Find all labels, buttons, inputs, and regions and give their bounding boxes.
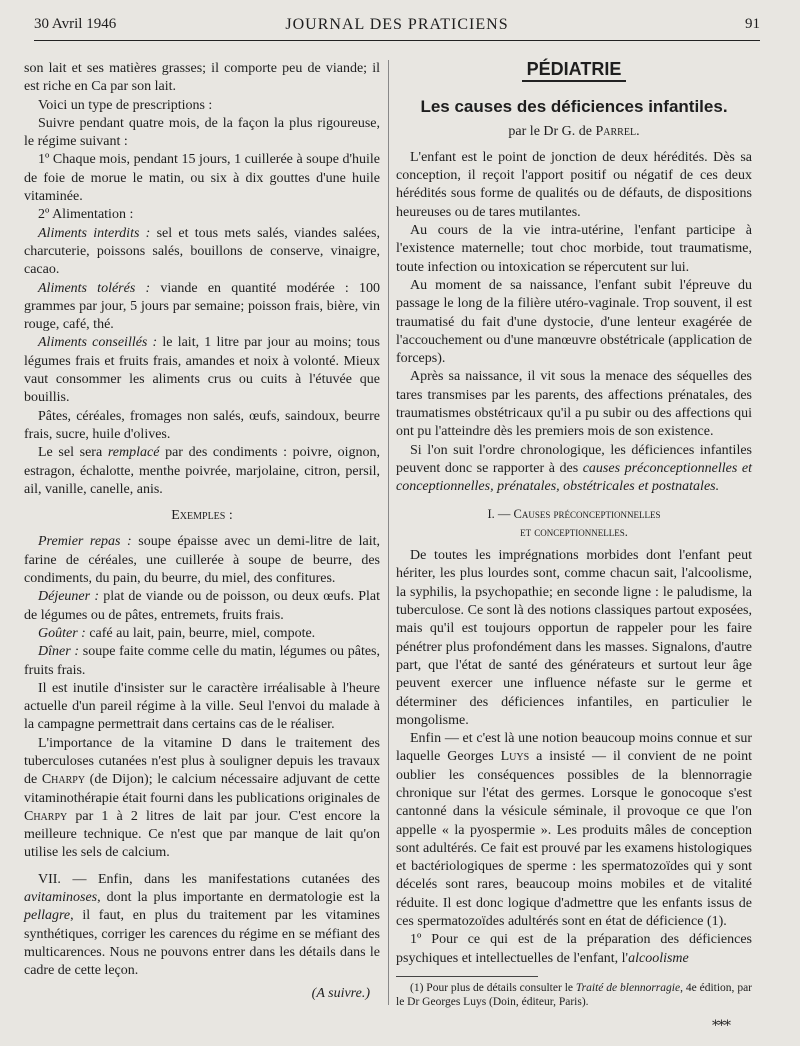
paragraph: 2º Alimentation : <box>38 207 134 223</box>
byline <box>396 123 752 141</box>
paragraph-repas <box>24 533 380 588</box>
label-toleres: Aliments tolérés : <box>38 280 151 296</box>
label-repas: Premier repas : <box>38 534 132 550</box>
paragraph: De toutes les imprégnations morbides dont l'enfant peut hériter, les plus lourdes sont, comme chacun sait, l'alcoolisme, la syphilis, la psychopathie; en seconde ligne : le paludisme, la tuberculose. Ce sont là des notions classiques partout exposées, mais qu'il est toujours opportun de rappeler pour les faire pénétrer plus profondément dans les masses. Signalons, d'autre part, que l'état de santé des générateurs et surtout leur âge peuvent exercer une influence néfaste sur le germe et déterminer des déficiences infantiles, en particulier le mongolisme. <box>396 548 752 728</box>
paragraph: 1º Chaque mois, pendant 15 jours, 1 cuillerée à soupe d'huile de foie de morue le matin, ou six à dix gouttes d'une huile vitaminée. <box>24 152 380 205</box>
paragraph: Après sa naissance, il vit sous la menace des séquelles des tares transmises par les parents, des affections prénatales, des traumatismes obstétricaux qu'il a pu subir ou des affections qui ont pu l'atteindre dès les premiers mois de son existence. <box>396 369 752 440</box>
vitd-text-c: par 1 à 2 litres de lait par jour. C'est encore la meilleure technique. Ce n'est que par manque de lait qu'on utilise les sels de calcium. <box>24 808 380 861</box>
label-gouter: Goûter : <box>38 625 86 641</box>
label-interdits: Aliments interdits : <box>38 225 151 241</box>
vii-text-c: , il faut, en plus du traitement par les vitamines synthétiques, corriger les carences du régime en se méfiant des multicarences. Nous ne pouvons entrer dans les détails dans le cadre de cette leçon. <box>24 908 380 979</box>
label-conseilles: Aliments conseillés : <box>38 335 158 351</box>
author-charpy: Charpy <box>41 772 86 788</box>
paragraph-causes <box>396 442 752 497</box>
paragraph-alcoolisme <box>396 931 752 968</box>
causes-emphasis: causes préconceptionnelles et conceptionnelles, prénatales, obstétricales et postnatales. <box>396 460 752 495</box>
paragraph-section-vii <box>24 871 380 981</box>
sel-text-b: par des condiments : poivre, oignon, estragon, échalotte, menthe poivrée, marjolaine, citron, persil, ail, vanille, canelle, anis. <box>24 445 380 497</box>
paragraph: Il est inutile d'insister sur le caractère irréalisable à l'heure actuelle d'un pareil régime à la ville. Seul l'envoi du malade à la campagne permettrait dans certains cas de le réaliser. <box>24 680 380 733</box>
paragraph-luys <box>396 730 752 931</box>
paragraph-interdits <box>24 225 380 280</box>
vitd-text-a: L'importance de la vitamine D dans le traitement des tuberculoses cutanées n'est plus à souligner depuis les travaux de <box>24 735 380 788</box>
paragraph-conseilles <box>24 334 380 407</box>
vitd-text-b: (de Dijon); le calcium nécessaire adjuvant de cette vitaminothérapie était fourni dans les publications originales de <box>24 772 381 806</box>
end-ornament: *** <box>712 1018 730 1034</box>
author-luys: Luys <box>500 749 530 765</box>
sel-text-a: Le sel sera <box>38 445 108 461</box>
sel-emphasis: remplacé <box>107 445 160 461</box>
header-date: 30 Avril 1946 <box>34 16 117 32</box>
subsection-heading-1: I. — Causes préconceptionnelles <box>487 506 661 521</box>
alcool-emphasis: alcoolisme <box>628 950 689 966</box>
byline-prefix: par le Dr G. de <box>508 123 596 139</box>
vii-text-b: , dont la plus importante en dermatologie est la <box>97 890 380 906</box>
section-heading: PÉDIATRIE <box>522 60 626 82</box>
text-interdits: sel et tous mets salés, viandes salées, charcuterie, poissons salés, bouillons de conserve, vinaigre, cacao. <box>24 225 380 278</box>
article-title: Les causes des déficiences infantiles. <box>420 97 728 117</box>
byline-suffix: . <box>636 123 640 139</box>
label-diner: Dîner : <box>38 644 80 660</box>
author-name: Parrel <box>595 123 637 139</box>
left-column <box>24 60 380 1003</box>
exemples-heading: Exemples : <box>171 508 233 524</box>
footnote-emphasis: Traité de blennorragie <box>575 981 681 994</box>
vii-emphasis-2: pellagre <box>24 908 71 924</box>
paragraph-dejeuner <box>24 588 380 625</box>
paragraph: Au moment de sa naissance, l'enfant subit l'épreuve du passage le long de la filière utéro-vaginale. Trop souvent, il est traumatisé du fait d'une dystocie, d'une lenteur exagérée de l'accouchement ou d'une manœuvre obstétricale (application de forceps). <box>396 277 752 367</box>
paragraph-toleres <box>24 280 380 335</box>
text-conseilles: le lait, 1 litre par jour au moins; tous légumes frais et fruits frais, amandes et noix à volonté. Mieux vaut consommer les aliments crus ou cuits à l'étuvée que bouillis. <box>24 335 380 406</box>
vii-emphasis-1: avitaminoses <box>24 890 98 906</box>
paragraph-vitamine-d <box>24 735 380 863</box>
vii-text-a: VII. — Enfin, dans les manifestations cutanées des <box>38 871 380 887</box>
footnote-text-b: , 4e édition, par le Dr Georges Luys (Doin, éditeur, Paris). <box>396 981 753 1008</box>
paragraph: Voici un type de prescriptions : <box>38 97 213 113</box>
label-dejeuner: Déjeuner : <box>38 589 99 605</box>
footnote <box>396 981 752 1009</box>
luys-text-b: a insisté — il convient de ne point oublier les conséquences possibles de la blennorragie chronique sur l'état des germes. Lorsque le gonocoque s'est cantonné dans la vésicule séminale, il provoque ce que l'on appelle « la pyospermie ». Les produits mâles de conception sont adultérés. Ce fait est prouvé par les examens histologiques et bactériologiques de sperme : les spermatozoïdes qui y sont décelés sont rares, beaucoup moins mobiles et de vitalité réduite. Il est donc logique d'admettre que les enfants issus de ces spermatozoïdes adultérés sont en état de déficience (1). <box>396 749 752 930</box>
text-dejeuner: plat de viande ou de poisson, ou deux œufs. Plat de légumes ou de pâtes, entremets, fruits frais. <box>24 589 380 623</box>
paragraph-sel <box>24 444 380 499</box>
paragraph: Suivre pendant quatre mois, de la façon la plus rigoureuse, le régime suivant : <box>24 115 380 150</box>
paragraph-diner <box>24 643 380 680</box>
to-be-continued: (A suivre.) <box>311 985 370 1001</box>
subsection-heading-2: et conceptionnelles. <box>520 524 628 539</box>
author-charpy: Charpy <box>24 808 68 824</box>
alcool-text: 1º Pour ce qui est de la préparation des déficiences psychiques et intellectuelles de l'enfant, l' <box>396 932 752 966</box>
paragraph: son lait et ses matières grasses; il comporte peu de viande; il est riche en Ca par son lait. <box>24 61 380 95</box>
text-toleres: viande en quantité modérée : 100 grammes par jour, 5 jours par semaine; poisson frais, bière, vin rouge, café, thé. <box>24 280 380 333</box>
paragraph-gouter <box>24 625 380 643</box>
text-repas: soupe épaisse avec un demi-litre de lait, farine de céréales, une cuillerée à soupe de beurre, des condiments, du pain, du beurre, du miel, des confitures. <box>24 534 381 587</box>
journal-title: JOURNAL DES PRATICIENS <box>285 16 509 33</box>
right-column <box>396 60 752 1009</box>
paragraph: Au cours de la vie intra-utérine, l'enfant participe à l'existence maternelle; tout choc morbide, tout traumatisme, toute infection ou intoxication se répercutent sur lui. <box>396 223 752 275</box>
column-divider <box>388 60 389 1005</box>
text-gouter: café au lait, pain, beurre, miel, compote. <box>85 625 316 641</box>
page-number: 91 <box>745 16 760 32</box>
text-diner: soupe faite comme celle du matin, légumes ou pâtes, fruits frais. <box>24 644 380 678</box>
paragraph: L'enfant est le point de jonction de deux hérédités. Dès sa conception, il reçoit l'apport positif ou négatif de ces deux hérédités sous forme de qualités ou de défauts, de dispositions heureuses ou de tares mutilantes. <box>396 149 752 220</box>
paragraph: Pâtes, céréales, fromages non salés, œufs, saindoux, beurre frais, sucre, huile d'olives. <box>24 408 380 442</box>
footnote-rule <box>396 976 538 977</box>
luys-text-a: Enfin — et c'est là une notion beaucoup moins connue et sur laquelle Georges <box>396 731 752 765</box>
causes-text: Si l'on suit l'ordre chronologique, les déficiences infantiles peuvent donc se rapporter à des <box>396 442 752 476</box>
page-header <box>34 14 760 41</box>
footnote-text-a: (1) Pour plus de détails consulter le <box>410 981 576 994</box>
